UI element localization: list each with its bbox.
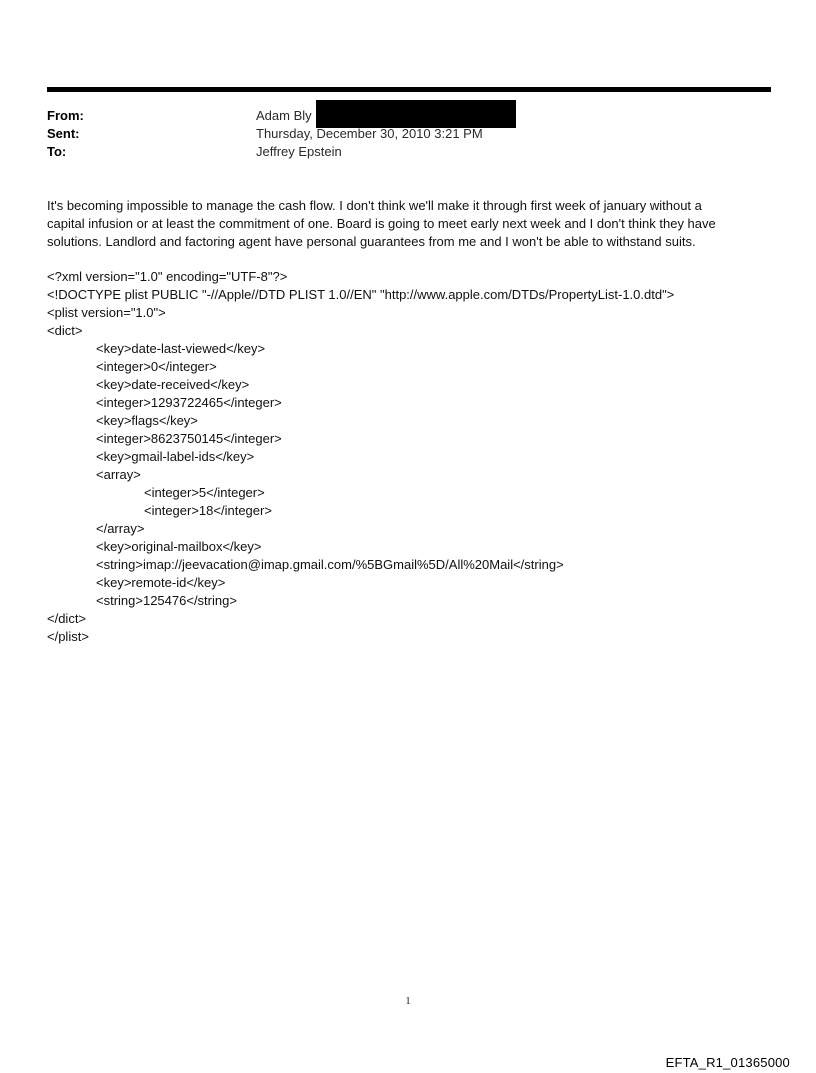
redaction-bar — [316, 100, 516, 128]
xml-line: <integer>5</integer> — [144, 485, 265, 500]
xml-line: <integer>18</integer> — [144, 503, 272, 518]
xml-line: </array> — [96, 521, 145, 536]
from-value: Adam Bly — [256, 108, 312, 123]
xml-plist-open: <plist version="1.0"> — [47, 305, 166, 320]
header-rule — [47, 87, 771, 92]
xml-plist-close: </plist> — [47, 629, 89, 644]
xml-declaration: <?xml version="1.0" encoding="UTF-8"?> — [47, 269, 288, 284]
xml-line: <key>date-last-viewed</key> — [96, 341, 266, 356]
xml-line: <key>original-mailbox</key> — [96, 539, 262, 554]
xml-line: <key>remote-id</key> — [96, 575, 226, 590]
body-line: capital infusion or at least the commitment of one. Board is going to meet early next week and I don't think they have — [47, 216, 716, 231]
xml-line: <integer>0</integer> — [96, 359, 217, 374]
bates-number: EFTA_R1_01365000 — [665, 1055, 790, 1070]
to-label: To: — [47, 144, 67, 159]
xml-line: <string>125476</string> — [96, 593, 237, 608]
xml-dict-open: <dict> — [47, 323, 83, 338]
xml-dict-close: </dict> — [47, 611, 87, 626]
xml-line: <key>date-received</key> — [96, 377, 250, 392]
page-number: 1 — [405, 995, 411, 1007]
from-label: From: — [47, 108, 84, 123]
xml-line: <key>flags</key> — [96, 413, 198, 428]
xml-line: <integer>8623750145</integer> — [96, 431, 282, 446]
plist-xml-block — [47, 268, 674, 646]
sent-label: Sent: — [47, 126, 80, 141]
email-body — [47, 197, 762, 251]
xml-line: <key>gmail-label-ids</key> — [96, 449, 255, 464]
to-row — [47, 143, 747, 161]
xml-line: <integer>1293722465</integer> — [96, 395, 282, 410]
body-line: solutions. Landlord and factoring agent have personal guarantees from me and I won't be able to withstand suits. — [47, 234, 696, 249]
to-value: Jeffrey Epstein — [256, 144, 342, 159]
xml-doctype: <!DOCTYPE plist PUBLIC "-//Apple//DTD PLIST 1.0//EN" "http://www.apple.com/DTDs/PropertyList-1.0.dtd"> — [47, 287, 675, 302]
sent-row — [47, 125, 747, 143]
xml-line: <array> — [96, 467, 141, 482]
xml-line: <string>imap://jeevacation@imap.gmail.com/%5BGmail%5D/All%20Mail</string> — [96, 557, 564, 572]
sent-value: Thursday, December 30, 2010 3:21 PM — [256, 126, 483, 141]
body-line: It's becoming impossible to manage the cash flow. I don't think we'll make it through first week of january without a — [47, 198, 702, 213]
